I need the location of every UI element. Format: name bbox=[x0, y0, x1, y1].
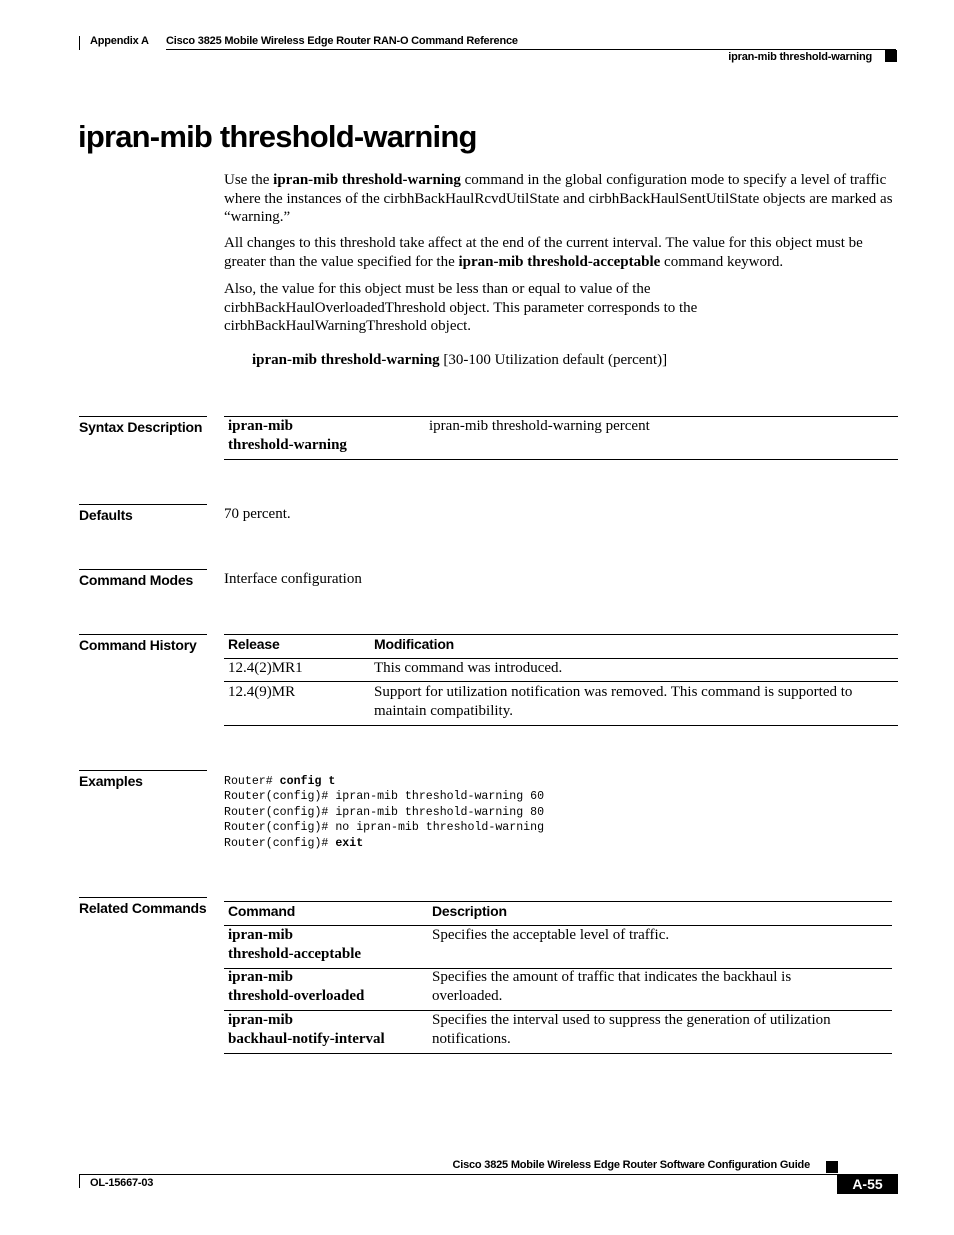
related-col-command: Command bbox=[228, 903, 296, 919]
history-table-bottom-rule bbox=[224, 725, 898, 726]
page-title: ipran-mib threshold-warning bbox=[78, 119, 477, 154]
examples-code-block bbox=[224, 774, 544, 851]
syntax-keyword: ipran-mib threshold-warning bbox=[228, 418, 347, 453]
section-heading-syntax-description: Syntax Description bbox=[79, 416, 207, 436]
header-appendix: Appendix A bbox=[90, 35, 149, 47]
intro-paragraph-3: Also, the value for this object must be less than or equal to value of the cirbhBackHaulOverloadedThreshold object. This parameter corresponds to the cirbhBackHaulWarningThreshold object. bbox=[224, 281, 698, 334]
history-col-modification: Modification bbox=[374, 636, 455, 652]
related-row-2-description: Specifies the amount of traffic that indicates the backhaul is overloaded. bbox=[432, 969, 792, 1004]
history-table-top-rule bbox=[224, 634, 898, 635]
related-row-1-command: ipran-mib threshold-acceptable bbox=[228, 927, 362, 962]
related-row-3-command: ipran-mib backhaul-notify-interval bbox=[228, 1012, 385, 1047]
history-row-2-release: 12.4(9)MR bbox=[228, 684, 296, 700]
section-heading-related-commands: Related Commands bbox=[79, 897, 207, 917]
footer-left-rule bbox=[79, 1174, 80, 1188]
syntax-table-bottom-rule bbox=[224, 459, 898, 460]
related-row-3-description: Specifies the interval used to suppress the generation of utilization notifications. bbox=[432, 1012, 831, 1047]
section-heading-examples: Examples bbox=[79, 770, 207, 790]
footer-guide-title: Cisco 3825 Mobile Wireless Edge Router Software Configuration Guide bbox=[452, 1159, 810, 1171]
code-line: Router(config)# ipran-mib threshold-warning 60 bbox=[224, 790, 545, 804]
section-heading-command-modes: Command Modes bbox=[79, 569, 207, 589]
footer-doc-number: OL-15667-03 bbox=[90, 1177, 154, 1189]
syntax-line: ipran-mib threshold-warning [30-100 Utilization default (percent)] bbox=[252, 352, 668, 368]
footer-rule bbox=[79, 1174, 837, 1175]
command-modes-text: Interface configuration bbox=[224, 571, 362, 587]
code-line: Router(config)# no ipran-mib threshold-warning bbox=[224, 821, 545, 835]
history-row-1-release: 12.4(2)MR1 bbox=[228, 660, 303, 676]
header-running-head: ipran-mib threshold-warning bbox=[728, 51, 872, 63]
related-row-2-command: ipran-mib threshold-overloaded bbox=[228, 969, 365, 1004]
intro-paragraph-2: All changes to this threshold take affect at the end of the current interval. The value for this object must be greater than the value specified for the ipran-mib threshold-acceptable command keyword. bbox=[224, 235, 863, 270]
section-heading-defaults: Defaults bbox=[79, 504, 207, 524]
related-row-1-description: Specifies the acceptable level of traffic. bbox=[432, 927, 670, 943]
history-col-release: Release bbox=[228, 636, 280, 652]
footer-page-number: A-55 bbox=[837, 1174, 898, 1194]
intro-paragraph-1: Use the ipran-mib threshold-warning command in the global configuration mode to specify a level of traffic where the instances of the cirbhBackHaulRcvdUtilState and cirbhBackHaulSentUtilState objects are marked as “warning.” bbox=[224, 172, 893, 225]
code-line: Router(config)# ipran-mib threshold-warning 80 bbox=[224, 805, 545, 819]
related-table-top-rule bbox=[224, 901, 892, 902]
defaults-text: 70 percent. bbox=[224, 506, 291, 522]
related-table-bottom-rule bbox=[224, 1053, 892, 1054]
syntax-keyword-description: ipran-mib threshold-warning percent bbox=[429, 418, 650, 434]
section-heading-command-history: Command History bbox=[79, 634, 207, 654]
history-row-2-modification: Support for utilization notification was removed. This command is supported to maintain compatibility. bbox=[374, 684, 853, 719]
code-line: Router# config t bbox=[224, 775, 336, 788]
header-block-marker bbox=[885, 50, 897, 62]
header-rule bbox=[166, 49, 896, 50]
related-col-description: Description bbox=[432, 903, 507, 919]
footer-block-marker bbox=[826, 1161, 838, 1173]
header-doc-title: Cisco 3825 Mobile Wireless Edge Router RAN-O Command Reference bbox=[166, 35, 518, 47]
history-row-1-modification: This command was introduced. bbox=[374, 660, 563, 676]
history-row-rule bbox=[224, 681, 898, 682]
code-line: Router(config)# exit bbox=[224, 836, 364, 850]
header-left-rule bbox=[79, 36, 80, 50]
